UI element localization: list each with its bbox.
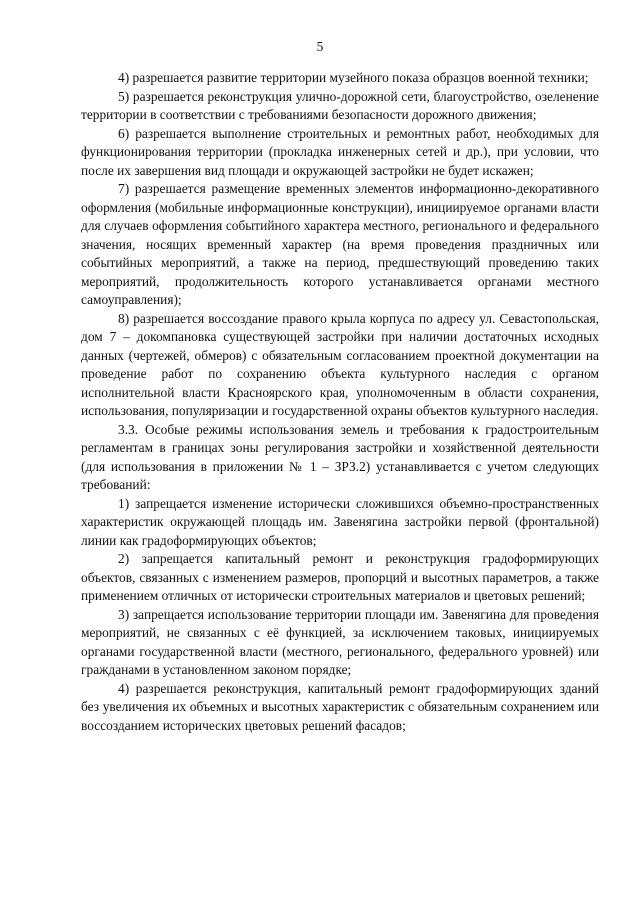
paragraph-item-7-temporary-decoration: 7) разрешается размещение временных элементов информационно-декоративного оформления (мобильные информационные конструкции), инициируемое органами власти для случаев оформления событийного характера местного, регионального и федерального значения, носящих временный характер (на время проведения праздничных или событийных мероприятий, а также на период, предшествующий проведению таких мероприятий, продолжительность которого устанавливается органами местного самоуправления);: [81, 181, 599, 307]
paragraph-item-4-permission: 4) разрешается реконструкция, капитальный ремонт градоформирующих зданий без увеличения их объемных и высотных характеристик с обязательным сохранением или воссозданием исторических цветовых решений фасадов;: [81, 680, 599, 733]
paragraph-item-2-prohibition: 2) запрещается капитальный ремонт и реконструкция градоформирующих объектов, связанных с изменением размеров, пропорций и высотных параметров, а также применением отличных от исторически строительных материалов и цветовых решений;: [81, 551, 599, 603]
paragraph-section-3-3: 3.3. Особые режимы использования земель и требования к градостроительным регламентам в границах зоны регулирования застройки и хозяйственной деятельности (для использования в приложении № 1 – ЗРЗ.2) устанавливается с учетом следующих требований:: [81, 421, 599, 492]
document-body: [81, 69, 599, 735]
page-number: 5: [316, 39, 324, 54]
paragraph-item-4-museum-territory: 4) разрешается развитие территории музейного показа образцов военной техники;: [118, 70, 589, 85]
paragraph-item-6-construction-works: 6) разрешается выполнение строительных и ремонтных работ, необходимых для функционирования территории (прокладка инженерных сетей и др.), при условии, что после их завершения вид площади и окружающей застройки не будет искажен;: [81, 125, 599, 178]
paragraph-item-1-prohibition: 1) запрещается изменение исторически сложившихся объемно-пространственных характеристик окружающей площадь им. Завенягина застройки первой (фронтальной) линии как градоформирующих объектов;: [81, 495, 599, 548]
paragraph-item-5-road-network: 5) разрешается реконструкция улично-дорожной сети, благоустройство, озеленение территории в соответствии с требованиями безопасности дорожного движения;: [81, 88, 599, 122]
paragraph-item-8-wing-reconstruction: 8) разрешается воссоздание правого крыла корпуса по адресу ул. Севастопольская, дом 7 – докомпановка существующей застройки при наличии достаточных исходных данных (чертежей, обмеров) с обязательным согласованием проектной документации на проведение работ по сохранению объекта культурного наследия с органом исполнительной власти Красноярского края, уполномоченным в области сохранения, использования, популяризации и государственной охраны объектов культурного наследия.: [81, 310, 599, 418]
paragraph-item-3-prohibition: 3) запрещается использование территории площади им. Завенягина для проведения мероприятий, не связанных с её функцией, за исключением таковых, инициируемых органами государственной власти (местного, регионального, федерального уровней) или гражданами в установленном законом порядке;: [81, 606, 599, 677]
